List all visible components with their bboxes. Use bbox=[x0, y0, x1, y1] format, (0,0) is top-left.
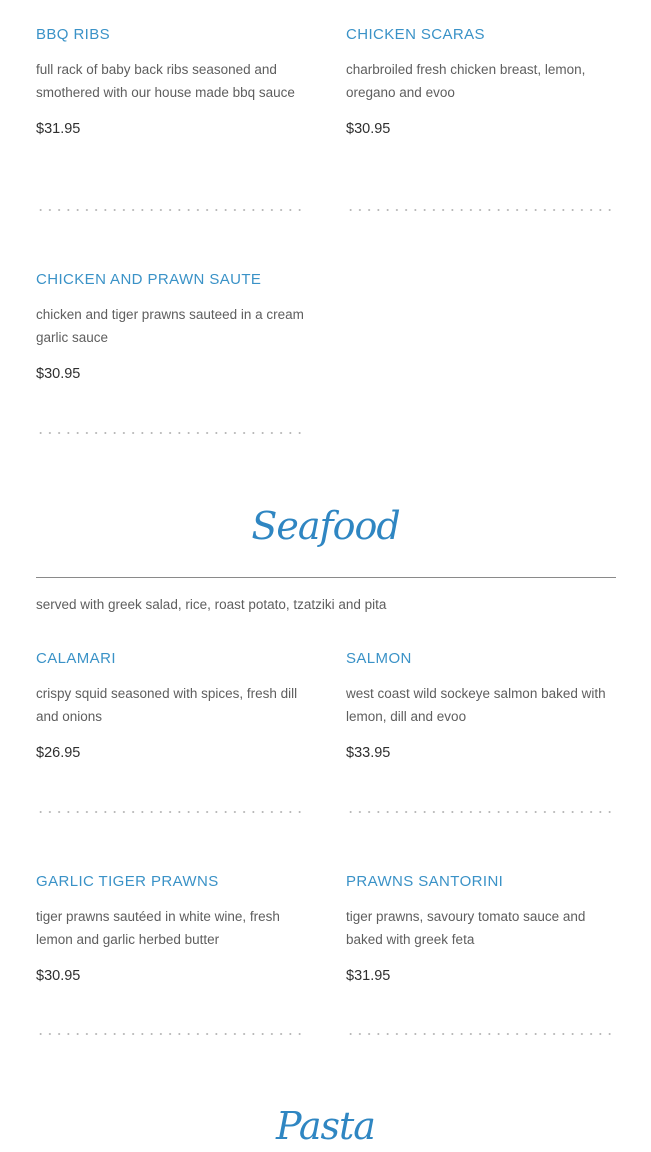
menu-item-price: $30.95 bbox=[346, 121, 391, 137]
section-note: served with greek salad, rice, roast potato, tzatziki and pita bbox=[36, 597, 387, 612]
menu-item-description: full rack of baby back ribs seasoned and smothered with our house made bbq sauce bbox=[36, 62, 295, 100]
menu-item-garlic-tiger-prawns bbox=[36, 873, 304, 985]
menu-item-description: charbroiled fresh chicken breast, lemon, oregano and evoo bbox=[346, 62, 586, 100]
menu-item-prawns-santorini bbox=[346, 873, 614, 985]
menu-item-title: SALMON bbox=[346, 650, 412, 667]
dotted-divider bbox=[36, 432, 304, 434]
menu-item-price: $26.95 bbox=[36, 745, 81, 761]
section-title-pasta: Pasta bbox=[276, 1104, 375, 1148]
dotted-divider bbox=[346, 209, 614, 211]
menu-item-price: $31.95 bbox=[346, 968, 391, 984]
menu-item-description: chicken and tiger prawns sauteed in a cream garlic sauce bbox=[36, 307, 304, 345]
menu-item-salmon bbox=[346, 650, 614, 762]
menu-item-calamari bbox=[36, 650, 304, 762]
menu-item-bbq-ribs bbox=[36, 26, 304, 138]
menu-item-price: $30.95 bbox=[36, 968, 81, 984]
menu-item-title: GARLIC TIGER PRAWNS bbox=[36, 873, 219, 890]
menu-item-title: PRAWNS SANTORINI bbox=[346, 873, 504, 890]
menu-item-description: tiger prawns, savoury tomato sauce and baked with greek feta bbox=[346, 909, 586, 947]
menu-item-price: $33.95 bbox=[346, 745, 391, 761]
dotted-divider bbox=[36, 1033, 304, 1035]
menu-item-title: BBQ RIBS bbox=[36, 26, 111, 43]
menu-item-title: CHICKEN SCARAS bbox=[346, 26, 485, 43]
menu-item-price: $30.95 bbox=[36, 366, 81, 382]
menu-item-description: crispy squid seasoned with spices, fresh dill and onions bbox=[36, 686, 298, 724]
menu-item-title: CHICKEN AND PRAWN SAUTE bbox=[36, 271, 262, 288]
menu-item-price: $31.95 bbox=[36, 121, 81, 137]
section-divider bbox=[36, 577, 616, 578]
menu-item-description: west coast wild sockeye salmon baked with lemon, dill and evoo bbox=[346, 686, 606, 724]
section-title-seafood: Seafood bbox=[251, 504, 400, 548]
dotted-divider bbox=[346, 1033, 614, 1035]
menu-item-title: CALAMARI bbox=[36, 650, 116, 667]
dotted-divider bbox=[36, 811, 304, 813]
menu-item-chicken-and-prawn-saute bbox=[36, 271, 304, 383]
dotted-divider bbox=[36, 209, 304, 211]
dotted-divider bbox=[346, 811, 614, 813]
menu-item-chicken-scaras bbox=[346, 26, 614, 138]
menu-item-description: tiger prawns sautéed in white wine, fresh lemon and garlic herbed butter bbox=[36, 909, 280, 947]
